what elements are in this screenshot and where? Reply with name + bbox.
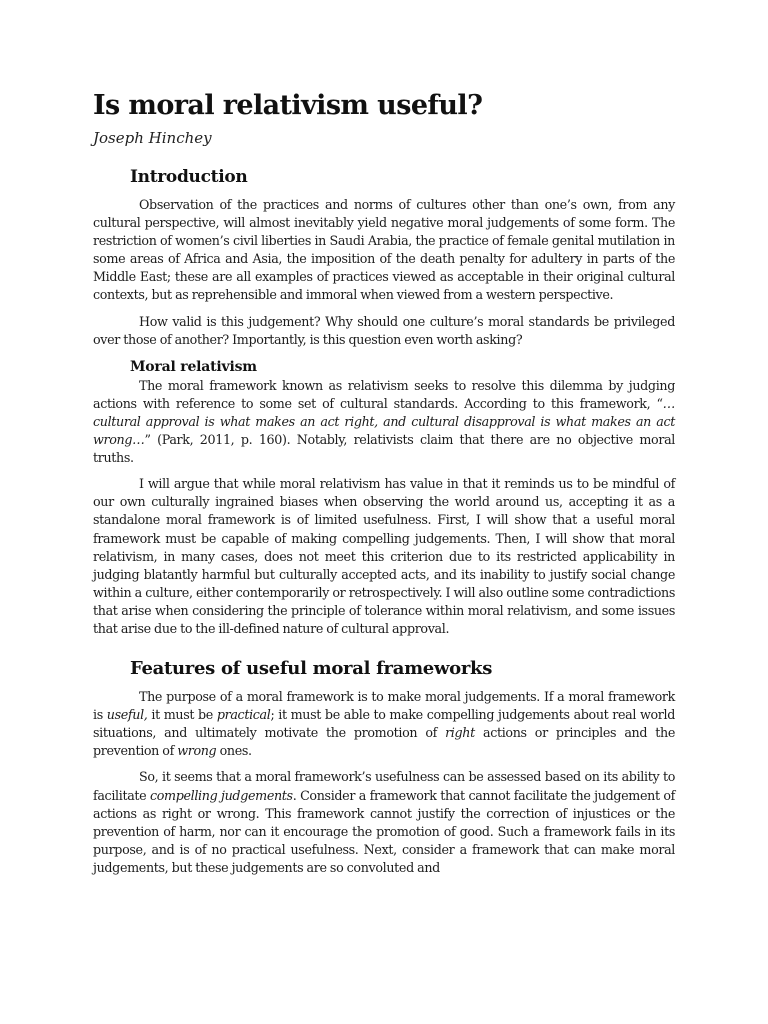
relativism-paragraph-2: I will argue that while moral relativism has value in that it reminds us to be mindful of our own culturally ingrained biases when observing the world around us, accepting it as a standalone moral framework is of limited usefulness. First, I will show that a useful moral framework must be capable of making compelling judgements. Then, I will show that moral relativism, in many cases, does not meet this criterion due to its restricted applicability in judging blatantly harmful but culturally accepted acts, and its inability to justify social change within a culture, either contemporarily or retrospectively. I will also outline some contradictions that arise when considering the principle of tolerance within moral relativism, and some issues that arise due to the ill-defined nature of cultural approval. <box>93 476 675 636</box>
features-paragraph-1: The purpose of a moral framework is to make moral judgements. If a moral framework is useful, it must be practical; it must be able to make compelling judgements about real world situations, and ultimately motivate the promotion of right actions or principles and the prevention of wrong ones. <box>93 689 675 759</box>
intro-paragraph-1: Observation of the practices and norms of cultures other than one’s own, from any cultural perspective, will almost inevitably yield negative moral judgements of some form. The restriction of women’s civil liberties in Saudi Arabia, the practice of female genital mutilation in some areas of Africa and Asia, the imposition of the death penalty for adultery in parts of the Middle East; these are all examples of practices viewed as acceptable in their original cultural contexts, but as reprehensible and immoral when viewed from a western perspective. <box>93 197 675 303</box>
intro-paragraph-2: How valid is this judgement? Why should one culture’s moral standards be privileged over those of another? Importantly, is this question even worth asking? <box>93 313 675 347</box>
heading-moral-relativism: Moral relativism <box>130 358 257 375</box>
park-quote: …cultural approval is what makes an act right, and cultural disapproval is what makes an act wrong… <box>93 395 675 448</box>
heading-features: Features of useful moral frameworks <box>130 658 493 680</box>
relativism-paragraph-1: The moral framework known as relativism seeks to resolve this dilemma by judging actions with reference to some set of cultural standards. According to this framework, “…cultural approval is what makes an act right, and cultural disapproval is what makes an act wrong…” (Park, 2011, p. 160). Notably, relativists claim that there are no objective moral truths. <box>93 377 675 466</box>
author-name: Joseph Hinchey <box>93 129 212 147</box>
features-paragraph-2: So, it seems that a moral framework’s usefulness can be assessed based on its ability to facilitate compelling judgements. Consider a framework that cannot facilitate the judgement of actions as right or wrong. This framework cannot justify the correction of injustices or the prevention of harm, nor can it encourage the promotion of good. Such a framework fails in its purpose, and is of no practical usefulness. Next, consider a framework that can make moral judgements, but these judgements are so convoluted and <box>93 769 675 875</box>
heading-introduction: Introduction <box>130 167 248 187</box>
document-page <box>93 86 675 877</box>
page-title: Is moral relativism useful? <box>93 90 483 121</box>
